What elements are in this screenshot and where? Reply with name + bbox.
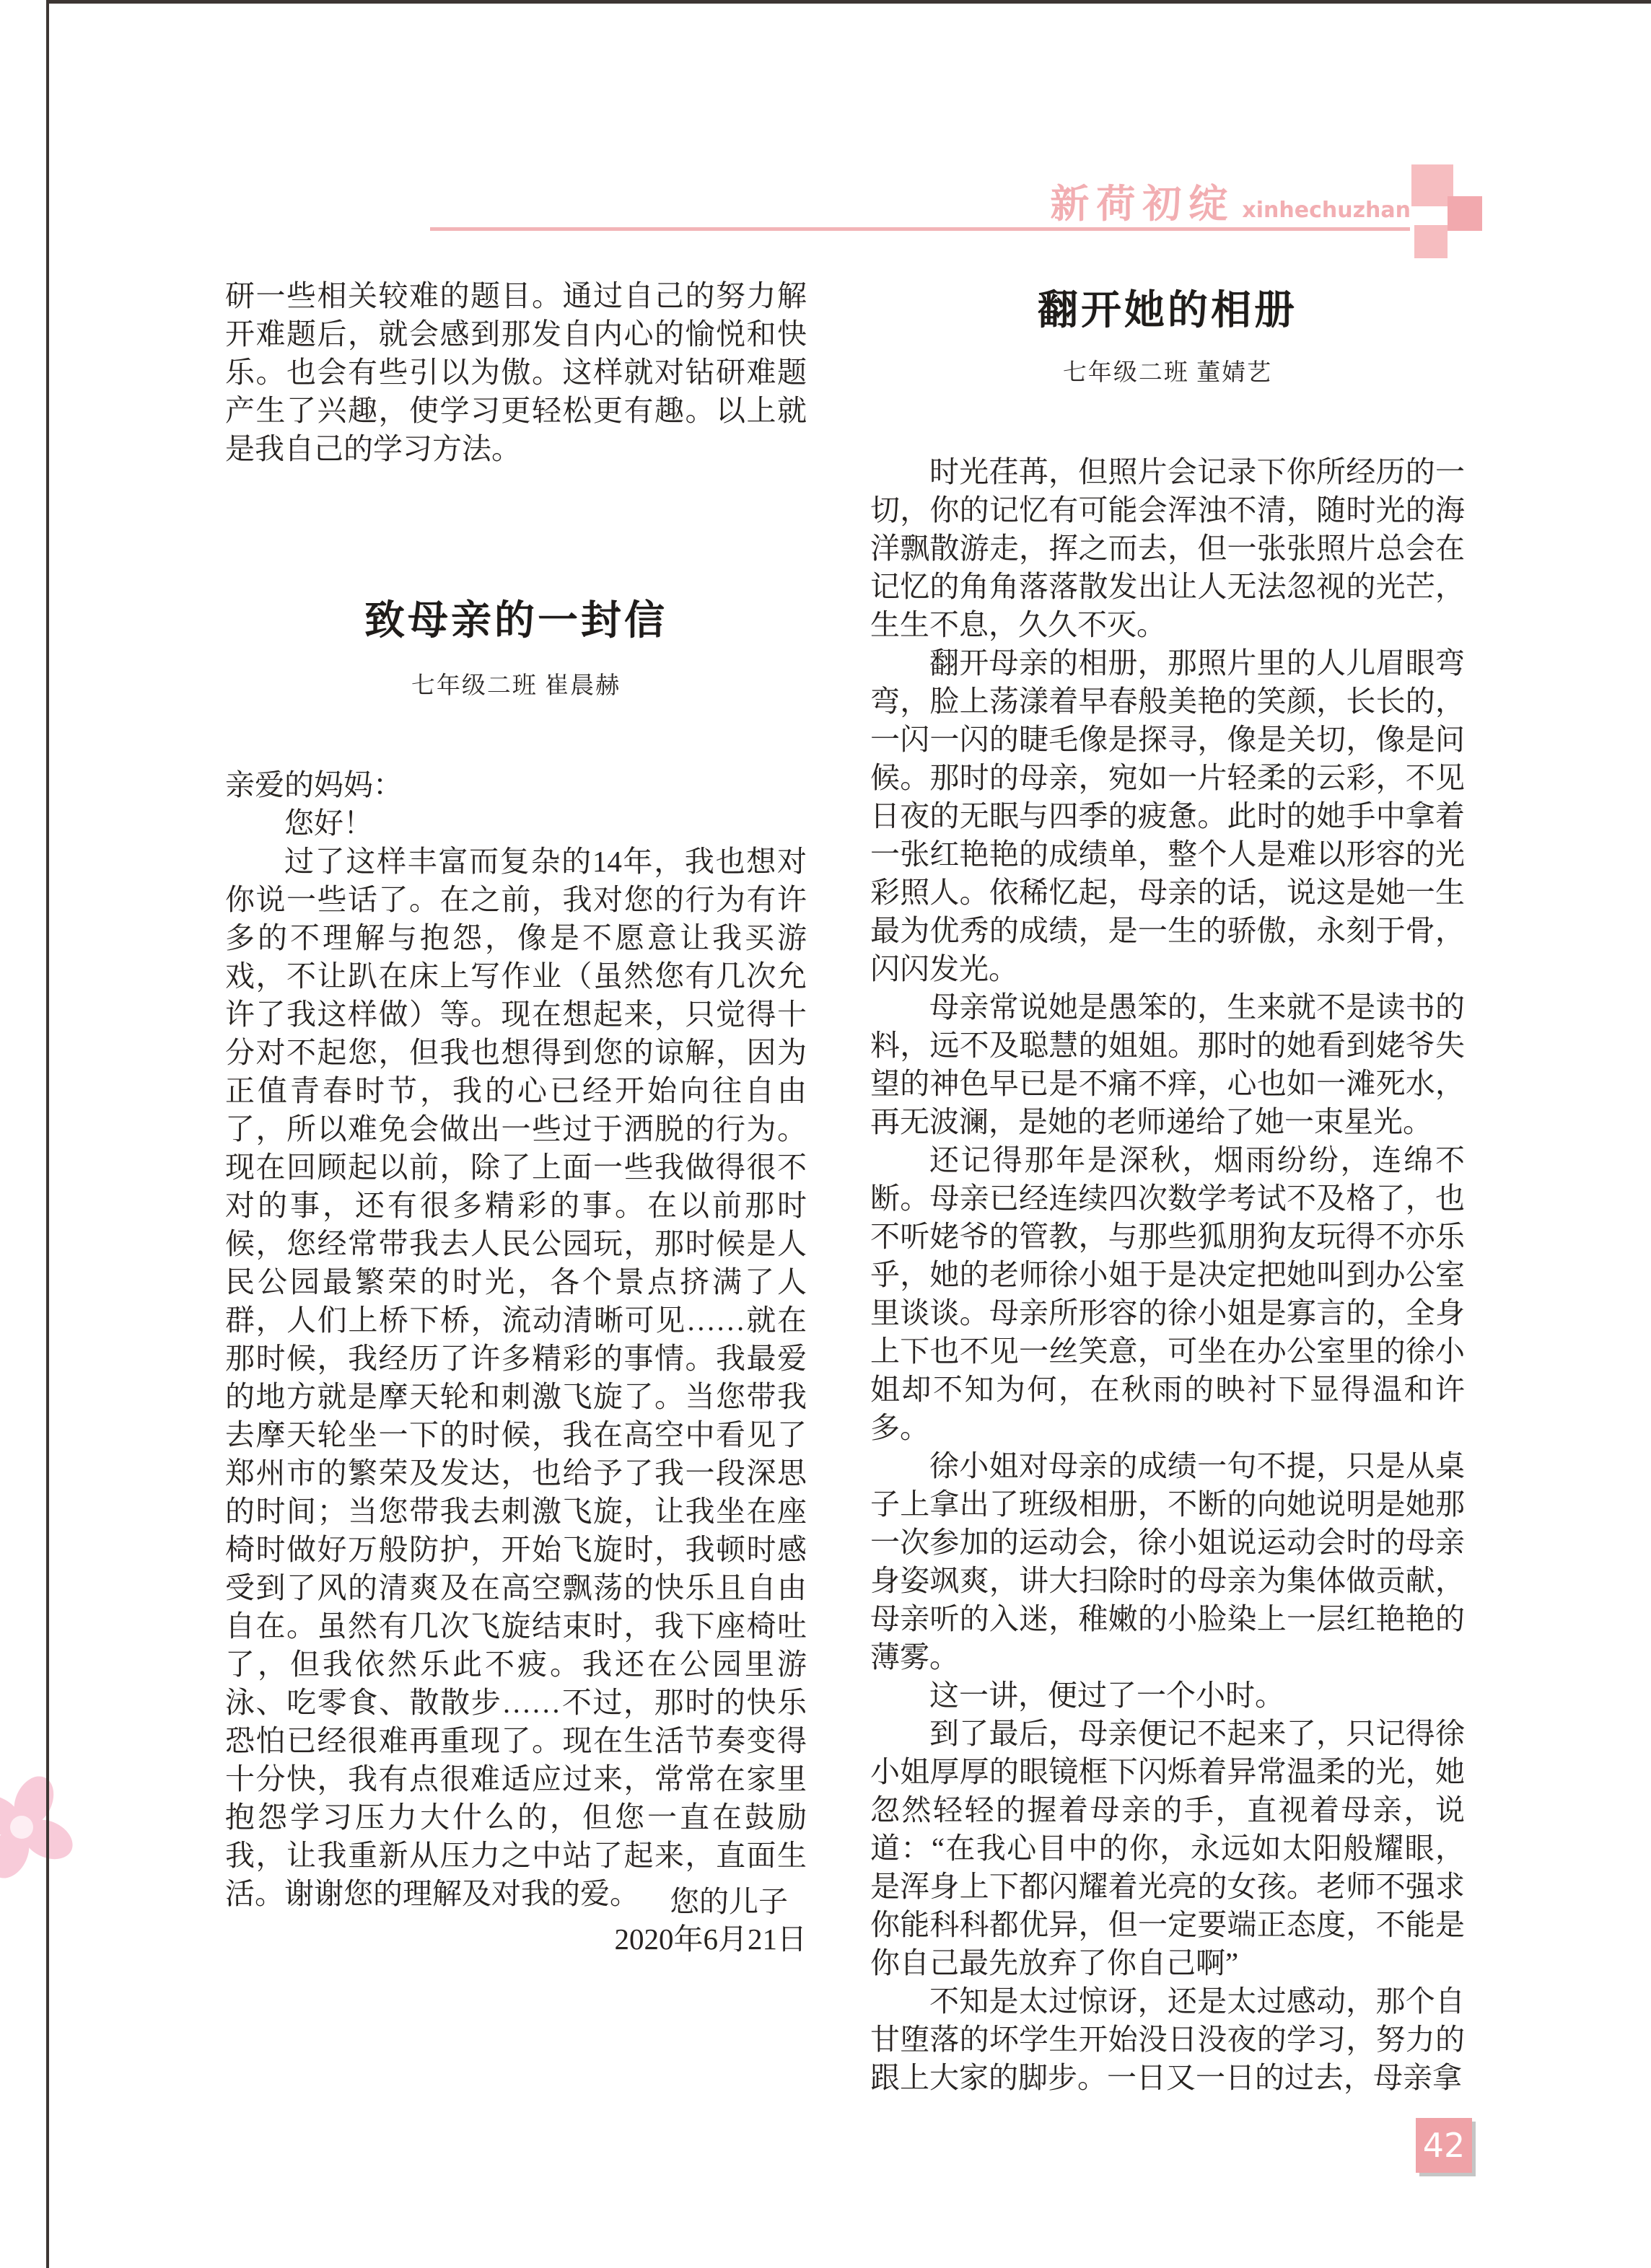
page-border-top — [46, 0, 1651, 4]
paragraph: 母亲常说她是愚笨的，生来就不是读书的料，远不及聪慧的姐姐。那时的她看到姥爷失望的神色早已是不痛不痒，心也如一滩死水，再无波澜，是她的老师递给了她一束星光。 — [870, 990, 1465, 1138]
paragraph: 不知是太过惊讶，还是太过感动，那个自甘堕落的坏学生开始没日没夜的学习，努力的跟上大家的脚步。一日又一日的过去，母亲拿 — [870, 1984, 1465, 2094]
letter-date: 2020年6月21日 — [614, 1922, 807, 1956]
letter-greeting: 您好！ — [284, 806, 373, 840]
album-article-title: 翻开她的相册 — [1038, 289, 1297, 333]
page-number: 42 — [1422, 2126, 1466, 2165]
paragraph: 到了最后，母亲便记不起来了，只记得徐小姐厚厚的眼镜框下闪烁着异常温柔的光，她忽然轻轻的握着母亲的手，直视着母亲，说道：“在我心目中的你，永远如太阳般耀眼，是浑身上下都闪耀着光亮的女孩。老师不强求你能科科都优异，但一定要端正态度，不能是你自己最先放弃了你自己啊” — [870, 1717, 1465, 1979]
paragraph: 徐小姐对母亲的成绩一句不提，只是从桌子上拿出了班级相册，不断的向她说明是她那一次参加的运动会，徐小姐说运动会时的母亲身姿飒爽，讲大扫除时的母亲为集体做贡献，母亲听的入迷，稚嫩的小脸染上一层红艳艳的薄雾。 — [870, 1449, 1465, 1674]
header-brand — [870, 173, 1411, 229]
letter-article-byline: 七年级二班 崔晨赫 — [411, 673, 621, 699]
paragraph: 翻开母亲的相册，那照片里的人儿眉眼弯弯，脸上荡漾着早春般美艳的笑颜，长长的，一闪一闪的睫毛像是探寻，像是关切，像是问候。那时的母亲，宛如一片轻柔的云彩，不见日夜的无眠与四季的疲惫。此时的她手中拿着一张红艳艳的成绩单，整个人是难以形容的光彩照人。依稀忆起，母亲的话，说这是她一生最为优秀的成绩，是一生的骄傲，永刻于骨，闪闪发光。 — [870, 646, 1465, 985]
paragraph: 时光荏苒，但照片会记录下你所经历的一切，你的记忆有可能会浑浊不清，随时光的海洋飘散游走，挥之而去，但一张张照片总会在记忆的角角落落散发出让人无法忽视的光芒，生生不息，久久不灭。 — [870, 455, 1465, 641]
deco-square — [1414, 225, 1448, 258]
paragraph: 还记得那年是深秋，烟雨纷纷，连绵不断。母亲已经连续四次数学考试不及格了，也不听姥爷的管教，与那些狐朋狗友玩得不亦乐乎，她的老师徐小姐于是决定把她叫到办公室里谈谈。母亲所形容的徐小姐是寡言的，全身上下也不见一丝笑意，可坐在办公室里的徐小姐却不知为何，在秋雨的映衬下显得温和许多。 — [870, 1143, 1465, 1444]
deco-square — [1448, 196, 1482, 231]
brand-title: 新荷初绽 — [1050, 181, 1235, 227]
flower-center — [10, 1816, 33, 1839]
flower-icon — [0, 1773, 76, 1881]
letter-paragraph: 过了这样丰富而复杂的14年，我也想对你说一些话了。在之前，我对您的行为有许多的不理解与抱怨，像是不愿意让我买游戏，不让趴在床上写作业（虽然您有几次允许了我这样做）等。现在想起来，只觉得十分对不起您，但我也想得到您的谅解，因为正值青春时节，我的心已经开始向往自由了，所以难免会做出一些过于洒脱的行为。现在回顾起以前，除了上面一些我做得很不对的事，还有很多精彩的事。在以前那时候，您经常带我去人民公园玩，那时候是人民公园最繁荣的时光，各个景点挤满了人群，人们上桥下桥，流动清晰可见……就在那时候，我经历了许多精彩的事情。我最爱的地方就是摩天轮和刺激飞旋了。当您带我去摩天轮坐一下的时候，我在高空中看见了郑州市的繁荣及发达，也给予了我一段深思的时间；当您带我去刺激飞旋，让我坐在座椅时做好万般防护，开始飞旋时，我顿时感受到了风的清爽及在高空飘荡的快乐且自由自在。虽然有几次飞旋结束时，我下座椅吐了，但我依然乐此不疲。我还在公园里游泳、吃零食、散散步……不过，那时的快乐恐怕已经很难再重现了。现在生活节奏变得十分快，我有点很难适应过来，常常在家里抱怨学习压力大什么的，但您一直在鼓励我，让我重新从压力之中站了起来，直面生活。谢谢您的理解及对我的爱。 — [225, 845, 807, 1910]
left-column-continuation-paragraph: 研一些相关较难的题目。通过自己的努力解开难题后，就会感到那发自内心的愉悦和快乐。也会有些引以为傲。这样就对钻研难题产生了兴趣，使学习更轻松更有趣。以上就是我自己的学习方法。 — [225, 279, 807, 465]
page-number-badge — [1416, 2118, 1472, 2173]
paragraph: 这一讲，便过了一个小时。 — [929, 1679, 1284, 1712]
letter-article-title: 致母亲的一封信 — [364, 599, 667, 643]
letter-signature: 您的儿子 — [670, 1885, 788, 1918]
letter-body — [225, 766, 807, 1913]
letter-salutation: 亲爱的妈妈： — [225, 768, 403, 801]
album-article-byline: 七年级二班 董婧艺 — [1062, 360, 1273, 386]
corner-squares-icon — [1411, 164, 1491, 262]
album-article-body — [870, 453, 1465, 2097]
brand-pinyin: xinhechuzhan — [1242, 198, 1411, 223]
page-border-left — [46, 0, 49, 2268]
